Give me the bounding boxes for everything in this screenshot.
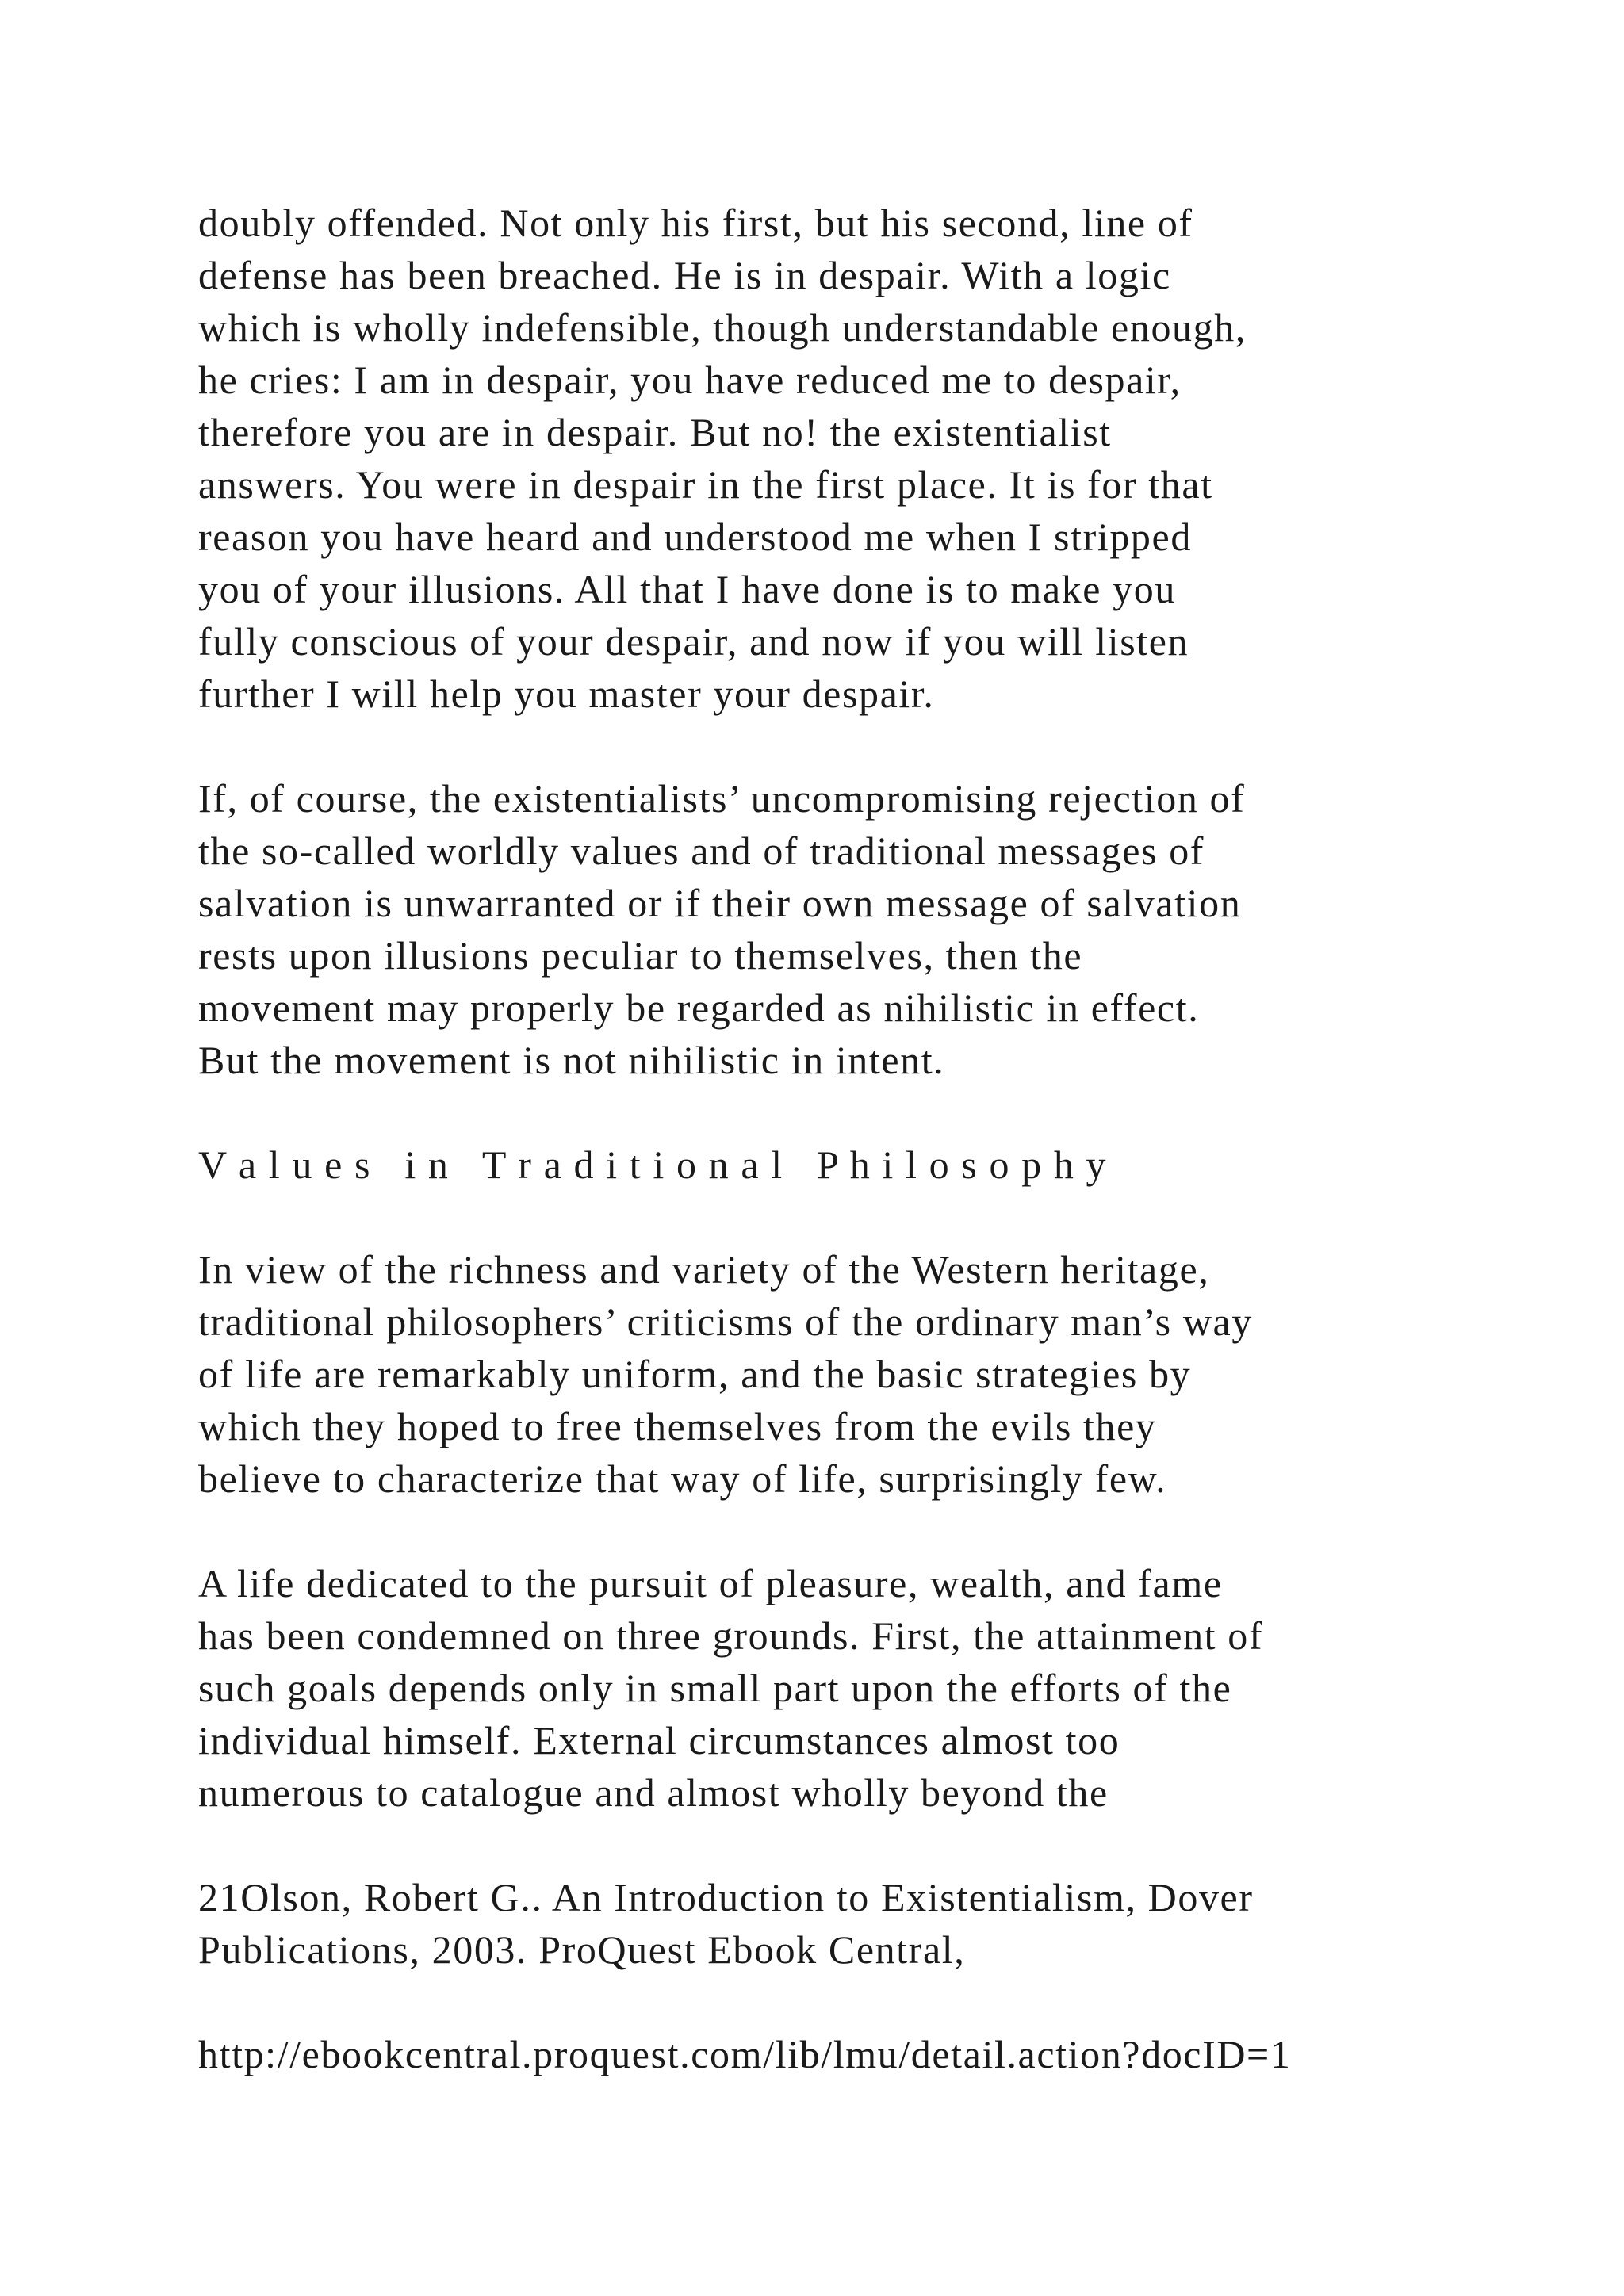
paragraph bbox=[198, 197, 1594, 720]
text-line: doubly offended. Not only his first, but his second, line of bbox=[198, 201, 1193, 245]
text-line: In view of the richness and variety of the Western heritage, bbox=[198, 1247, 1210, 1292]
paragraph-gap bbox=[198, 1819, 1594, 1871]
text-line: of life are remarkably uniform, and the basic strategies by bbox=[198, 1352, 1192, 1396]
text-line: A life dedicated to the pursuit of pleasure, wealth, and fame bbox=[198, 1561, 1223, 1605]
paragraph bbox=[198, 1243, 1594, 1505]
section-heading bbox=[198, 1138, 1594, 1191]
text-line: further I will help you master your despair. bbox=[198, 672, 935, 716]
source-url bbox=[198, 2028, 1594, 2080]
text-line: defense has been breached. He is in despair. With a logic bbox=[198, 253, 1171, 297]
citation bbox=[198, 1871, 1594, 1976]
paragraph-gap bbox=[198, 1191, 1594, 1243]
text-line: But the movement is not nihilistic in intent. bbox=[198, 1038, 945, 1082]
text-line: movement may properly be regarded as nihilistic in effect. bbox=[198, 985, 1200, 1030]
text-line: which is wholly indefensible, though understandable enough, bbox=[198, 305, 1247, 350]
text-line: answers. You were in despair in the first place. It is for that bbox=[198, 462, 1213, 507]
text-line: reason you have heard and understood me when I stripped bbox=[198, 515, 1192, 559]
citation-line: 21Olson, Robert G.. An Introduction to Existentialism, Dover bbox=[198, 1875, 1254, 1919]
text-line: such goals depends only in small part upon the efforts of the bbox=[198, 1666, 1232, 1710]
heading-line: V a l u e s i n T r a d i t i o n a l P h i l o s o p h y bbox=[198, 1142, 1108, 1187]
text-line: he cries: I am in despair, you have reduced me to despair, bbox=[198, 358, 1182, 402]
text-line: you of your illusions. All that I have done is to make you bbox=[198, 567, 1176, 611]
text-line: rests upon illusions peculiar to themselves, then the bbox=[198, 933, 1083, 978]
text-line: traditional philosophers’ criticisms of the ordinary man’s way bbox=[198, 1299, 1253, 1344]
text-line: If, of course, the existentialists’ uncompromising rejection of bbox=[198, 776, 1246, 821]
text-line: fully conscious of your despair, and now if you will listen bbox=[198, 619, 1189, 664]
paragraph-gap bbox=[198, 1976, 1594, 2028]
text-line: salvation is unwarranted or if their own message of salvation bbox=[198, 881, 1242, 925]
paragraph-gap bbox=[198, 720, 1594, 772]
citation-line: Publications, 2003. ProQuest Ebook Central, bbox=[198, 1927, 966, 1972]
text-line: the so-called worldly values and of traditional messages of bbox=[198, 828, 1205, 873]
url-line: http://ebookcentral.proquest.com/lib/lmu/detail.action?docID=1 bbox=[198, 2032, 1292, 2076]
text-line: which they hoped to free themselves from the evils they bbox=[198, 1404, 1157, 1448]
text-line: numerous to catalogue and almost wholly beyond the bbox=[198, 1770, 1109, 1815]
paragraph-gap bbox=[198, 1086, 1594, 1138]
text-line: individual himself. External circumstances almost too bbox=[198, 1718, 1120, 1762]
text-line: therefore you are in despair. But no! the existentialist bbox=[198, 410, 1112, 454]
paragraph bbox=[198, 1557, 1594, 1819]
document-body bbox=[198, 197, 1594, 2080]
text-line: believe to characterize that way of life, surprisingly few. bbox=[198, 1456, 1167, 1501]
text-line: has been condemned on three grounds. First, the attainment of bbox=[198, 1613, 1264, 1658]
paragraph bbox=[198, 772, 1594, 1086]
paragraph-gap bbox=[198, 1505, 1594, 1557]
